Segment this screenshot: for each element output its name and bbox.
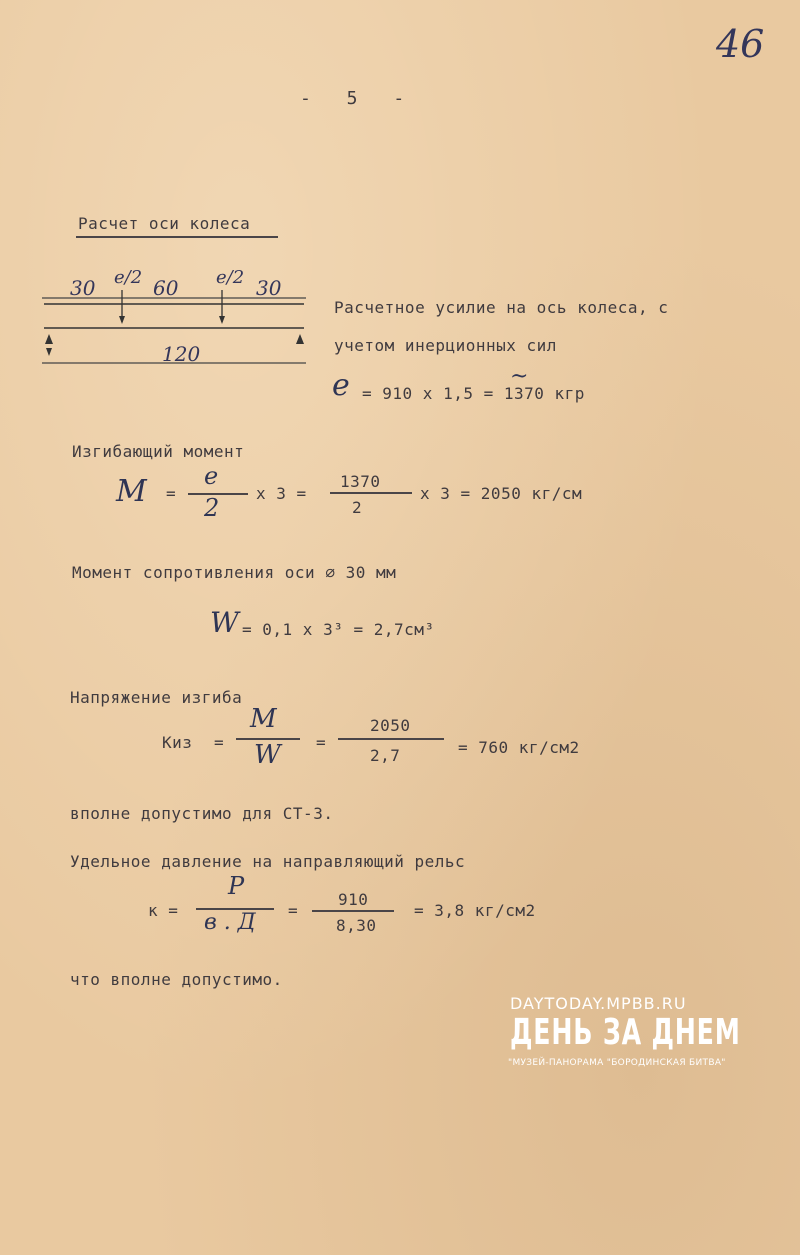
- bending-label: Изгибающий момент: [72, 442, 245, 461]
- stress-num-2: 2050: [370, 716, 411, 735]
- force-symbol: e: [332, 368, 350, 403]
- pressure-den-2: 8,30: [336, 916, 377, 935]
- stress-result: = 760 кг/см2: [458, 738, 580, 757]
- pressure-label: Удельное давление на направляющий рельс: [70, 852, 466, 871]
- force-line-1: Расчетное усилие на ось колеса, с: [334, 298, 669, 317]
- bending-symbol: M: [116, 474, 147, 509]
- stress-den-1: W: [254, 740, 281, 770]
- dim-left-label: 30: [70, 276, 96, 300]
- load-right-label: e/2: [216, 267, 245, 288]
- folio-number: 46: [716, 22, 765, 66]
- bending-frac-line-2: [330, 492, 412, 494]
- watermark-title: ДЕНЬ ЗА ДНЕМ: [510, 1012, 741, 1053]
- bending-num-2: 1370: [340, 472, 381, 491]
- dim-mid-label: 60: [153, 276, 179, 300]
- resist-formula: = 0,1 х 3³ = 2,7см³: [242, 620, 435, 639]
- page-number: - 5 -: [300, 88, 405, 109]
- pressure-eq-2: =: [288, 901, 299, 920]
- stress-num-1: M: [250, 704, 277, 734]
- pressure-result: = 3,8 кг/см2: [414, 901, 536, 920]
- section-heading: Расчет оси колеса: [78, 214, 251, 233]
- stress-eq-1: =: [214, 733, 225, 752]
- pressure-den-1: в . Д: [204, 910, 256, 935]
- span-label: 120: [162, 342, 201, 366]
- bending-eq-1: =: [166, 484, 177, 503]
- watermark-subtitle: "МУЗЕЙ-ПАНОРАМА "БОРОДИНСКАЯ БИТВА": [508, 1058, 726, 1068]
- stress-frac-line-2: [338, 738, 444, 740]
- note-steel: вполне допустимо для СТ-3.: [70, 804, 334, 823]
- bending-mid: х 3 =: [256, 484, 307, 503]
- bending-den-2: 2: [352, 498, 363, 517]
- pressure-num-2: 910: [338, 890, 369, 909]
- load-arrowhead-left: [119, 316, 125, 324]
- force-tilde: ~: [510, 364, 529, 389]
- pressure-num-1: P: [228, 872, 245, 900]
- bending-result: х 3 = 2050 кг/см: [420, 484, 583, 503]
- dim-right-label: 30: [256, 276, 282, 300]
- stress-eq-2: =: [316, 733, 327, 752]
- stress-lhs: Киз: [162, 733, 193, 752]
- heading-underline: [76, 236, 278, 238]
- note-acceptable: что вполне допустимо.: [70, 970, 283, 989]
- beam-diagram: [38, 258, 318, 378]
- stress-den-2: 2,7: [370, 746, 401, 765]
- resist-symbol: W: [210, 606, 239, 639]
- support-right-mark: [296, 334, 304, 344]
- resist-label: Момент сопротивления оси ∅ 30 мм: [72, 563, 397, 582]
- force-line-2: учетом инерционных сил: [334, 336, 557, 355]
- force-formula: = 910 х 1,5 = 1370 кгр: [362, 384, 585, 403]
- pressure-frac-line-2: [312, 910, 394, 912]
- watermark-url: DAYTODAY.MPBB.RU: [510, 994, 687, 1013]
- load-arrowhead-right: [219, 316, 225, 324]
- load-left-label: e/2: [114, 267, 143, 288]
- bending-den-1: 2: [204, 494, 220, 522]
- pressure-lhs: к =: [148, 901, 179, 920]
- support-left: [46, 348, 52, 356]
- stress-label: Напряжение изгиба: [70, 688, 243, 707]
- support-left-mark: [45, 334, 53, 344]
- bending-num-1: e: [204, 462, 219, 490]
